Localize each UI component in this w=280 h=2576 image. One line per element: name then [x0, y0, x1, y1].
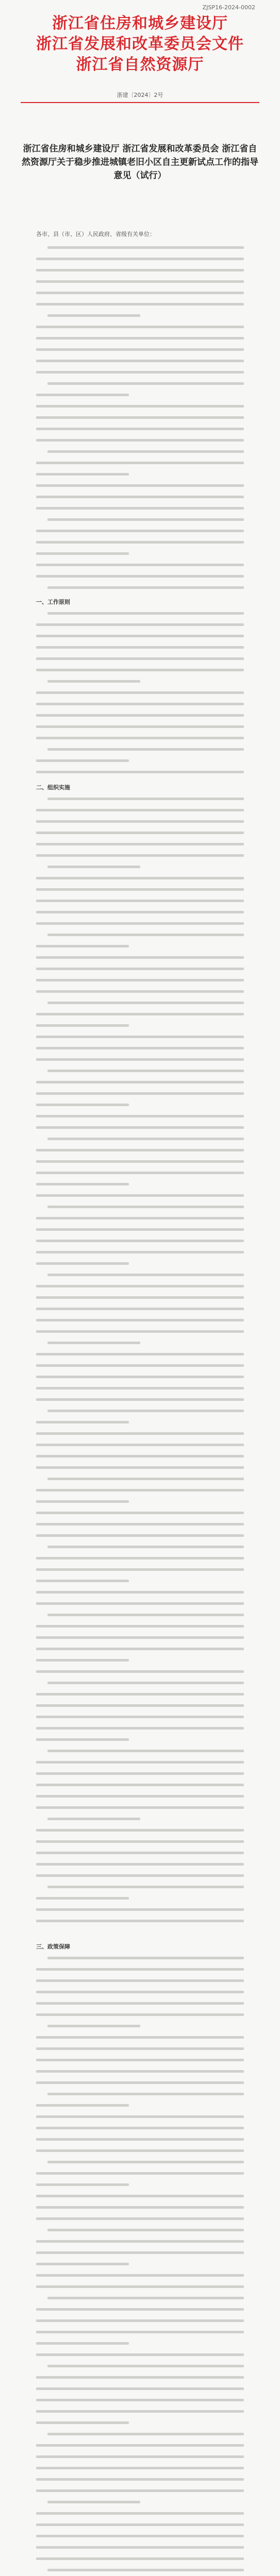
- body-text-line: [36, 2183, 129, 2186]
- body-text-line: [36, 990, 244, 993]
- body-text-line: [36, 2421, 129, 2424]
- body-text-line: [36, 2376, 244, 2379]
- body-text-line: [47, 2161, 244, 2163]
- body-text-line: [36, 1772, 244, 1775]
- body-text-line: [36, 1920, 244, 1922]
- body-text-line: [47, 934, 244, 936]
- body-text-line: [47, 586, 244, 589]
- body-text-line: [36, 2535, 244, 2537]
- body-text-line: [36, 439, 244, 442]
- body-text-line: [36, 1670, 244, 1673]
- body-text-line: [36, 1387, 244, 1389]
- body-text-line: [36, 2059, 244, 2061]
- body-text-line: [36, 348, 244, 351]
- body-text-line: [47, 2229, 244, 2231]
- body-text-line: [36, 2217, 244, 2220]
- body-text-line: [36, 2104, 129, 2107]
- body-text-line: [47, 2365, 244, 2367]
- body-text-line: [36, 771, 244, 773]
- body-text-line: [47, 1614, 244, 1616]
- body-text-line: [36, 820, 244, 823]
- body-text-line: [36, 1659, 129, 1662]
- body-text-line: [36, 1240, 244, 1242]
- body-text-line: [36, 1591, 244, 1594]
- body-text-line: [36, 1625, 244, 1628]
- body-text-line: [36, 2546, 244, 2549]
- body-text-line: [36, 2149, 244, 2152]
- document-title: 浙江省住房和城乡建设厅 浙江省发展和改革委员会 浙江省自然资源厅关于稳步推进城镇老旧小区自主更新试点工作的指导意见（试行）: [22, 144, 258, 181]
- body-text-line: [36, 1251, 244, 1253]
- body-text-line: [36, 2319, 244, 2322]
- body-text-line: [36, 2036, 244, 2039]
- body-text-line: [36, 462, 244, 464]
- body-text-line: [36, 900, 244, 902]
- body-text-line: [36, 1840, 244, 1843]
- body-text-line: [36, 541, 244, 544]
- body-text-line: [36, 646, 244, 649]
- body-text-line: [36, 911, 244, 913]
- body-text-line: [36, 1795, 244, 1798]
- body-text-line: [36, 269, 244, 272]
- body-text-line: [36, 280, 244, 283]
- body-text-line: [36, 496, 244, 498]
- body-text-line: [36, 1979, 244, 1982]
- body-text-line: [47, 2433, 244, 2435]
- body-text-line: [47, 1002, 244, 1004]
- body-text-line: [36, 2263, 129, 2265]
- body-text-line: [36, 809, 244, 811]
- body-text-line: [47, 246, 244, 249]
- body-text-line: [47, 2025, 140, 2027]
- section-heading-2: 二、组织实施: [36, 784, 70, 791]
- body-text-line: [36, 1727, 244, 1730]
- body-text-line: [47, 518, 244, 521]
- body-text-line: [36, 1784, 244, 1786]
- body-text-line: [36, 394, 129, 396]
- body-text-line: [36, 1398, 244, 1401]
- body-text-line: [47, 1342, 140, 1344]
- body-text-line: [47, 866, 140, 868]
- body-text-line: [36, 1024, 129, 1027]
- body-text-line: [36, 1296, 244, 1299]
- body-text-line: [36, 2251, 244, 2254]
- body-text-line: [36, 691, 244, 694]
- body-text-line: [36, 1455, 244, 1458]
- body-text-line: [36, 2399, 244, 2401]
- body-text-line: [36, 575, 244, 578]
- body-text-line: [47, 1070, 244, 1072]
- body-text-line: [36, 1897, 129, 1900]
- body-text-line: [36, 956, 244, 959]
- body-text-line: [36, 657, 244, 660]
- body-text-line: [36, 1036, 244, 1038]
- header-line-2: 浙江省发展和改革委员会文件: [36, 35, 244, 53]
- body-text-line: [36, 337, 244, 340]
- body-text-line: [36, 1557, 244, 1560]
- body-text-line: [36, 1353, 244, 1355]
- body-text-line: [36, 292, 244, 294]
- body-text-line: [36, 2172, 244, 2175]
- body-text-line: [36, 1991, 244, 1993]
- body-text-line: [47, 1957, 244, 1959]
- body-text-line: [36, 1308, 244, 1310]
- body-text-line: [36, 2002, 244, 2005]
- body-text-line: [36, 2308, 244, 2311]
- issue-number: 浙建〔2024〕2号: [117, 92, 163, 98]
- body-text-line: [36, 1262, 129, 1265]
- body-text-line: [36, 1194, 244, 1197]
- body-text-line: [36, 877, 244, 879]
- body-text-line: [47, 1410, 244, 1412]
- body-text-line: [47, 798, 244, 800]
- body-text-line: [36, 1500, 129, 1503]
- body-text-line: [36, 1693, 244, 1696]
- body-text-line: [36, 1047, 244, 1049]
- body-text-line: [36, 1602, 244, 1605]
- body-text-line: [36, 1126, 244, 1129]
- header-line-1: 浙江省住房和城乡建设厅: [52, 14, 228, 32]
- body-text-line: [36, 1863, 244, 1866]
- body-text-line: [36, 1908, 244, 1911]
- body-text-line: [36, 1149, 244, 1151]
- body-text-line: [47, 2501, 140, 2503]
- body-text-line: [36, 2478, 244, 2481]
- body-text-line: [47, 1750, 244, 1752]
- body-text-line: [47, 1478, 244, 1480]
- body-text-line: [36, 326, 244, 328]
- body-text-line: [36, 1319, 244, 1321]
- body-text-line: [36, 1364, 244, 1367]
- body-text-line: [36, 1738, 129, 1741]
- body-text-line: [36, 2013, 244, 2016]
- body-text-line: [36, 258, 244, 260]
- body-text-line: [47, 748, 244, 751]
- body-text-line: [36, 2444, 244, 2447]
- body-text-line: [36, 623, 244, 626]
- body-text-line: [36, 703, 244, 705]
- body-text-line: [36, 888, 244, 891]
- body-text-line: [47, 2569, 244, 2571]
- body-text-line: [47, 2093, 244, 2095]
- body-text-line: [36, 832, 244, 834]
- body-text-line: [36, 1183, 129, 1185]
- body-text-line: [36, 843, 244, 845]
- body-text-line: [36, 1058, 244, 1061]
- body-text-line: [36, 552, 129, 555]
- body-text-line: [36, 1968, 244, 1971]
- body-text-line: [36, 1852, 244, 1854]
- body-text-line: [36, 2274, 244, 2277]
- body-text-line: [36, 1716, 244, 1718]
- body-text-line: [36, 759, 129, 762]
- body-text-line: [47, 1546, 244, 1548]
- body-text-line: [36, 2127, 244, 2129]
- body-text-line: [36, 2138, 244, 2141]
- body-text-line: [47, 1206, 244, 1208]
- addressee: 各市、县（市、区）人民政府、省级有关单位：: [36, 231, 155, 238]
- body-text-line: [47, 1886, 244, 1888]
- body-text-line: [36, 405, 244, 408]
- body-text-line: [36, 854, 244, 857]
- body-text-line: [36, 2455, 244, 2458]
- body-text-line: [36, 1534, 244, 1537]
- body-text-line: [36, 416, 244, 419]
- body-text-line: [47, 450, 244, 453]
- body-text-line: [36, 922, 244, 925]
- body-text-line: [36, 2410, 244, 2413]
- body-text-line: [36, 1104, 129, 1106]
- body-text-line: [36, 2557, 244, 2560]
- body-text-line: [36, 1704, 244, 1707]
- body-text-line: [36, 2206, 244, 2209]
- body-text-line: [36, 2081, 244, 2084]
- body-text-line: [36, 714, 244, 717]
- body-text-line: [36, 1636, 244, 1639]
- body-text-line: [47, 1138, 244, 1140]
- body-text-line: [36, 1115, 244, 1117]
- body-text-line: [36, 1568, 244, 1571]
- body-text-line: [36, 2489, 244, 2492]
- body-text-line: [36, 530, 244, 532]
- red-divider: [21, 102, 259, 103]
- section-heading-3: 三、政策保障: [36, 1943, 70, 1950]
- body-text-line: [36, 2195, 244, 2197]
- body-text-line: [47, 1818, 140, 1820]
- body-text-line: [36, 1092, 244, 1095]
- body-text-line: [36, 2331, 244, 2333]
- body-text-line: [36, 564, 244, 566]
- body-text-line: [36, 1580, 129, 1582]
- body-text-line: [36, 1761, 244, 1764]
- document-number: ZJSP16-2024-0002: [202, 4, 255, 11]
- body-text-line: [36, 1512, 244, 1514]
- body-text-line: [36, 1013, 244, 1015]
- body-text-line: [36, 1489, 244, 1492]
- body-text-line: [36, 2115, 244, 2118]
- body-text-line: [36, 635, 244, 637]
- body-text-line: [36, 1330, 244, 1333]
- body-text-line: [47, 314, 140, 317]
- body-text-line: [36, 1466, 244, 1469]
- body-text-line: [36, 2467, 244, 2469]
- body-text-line: [36, 2353, 244, 2356]
- body-text-line: [36, 507, 244, 510]
- section-heading-1: 一、工作原则: [36, 599, 70, 605]
- body-text-line: [36, 371, 244, 374]
- body-text-line: [36, 1829, 244, 1832]
- body-text-line: [36, 1160, 244, 1163]
- body-text-line: [36, 473, 129, 476]
- body-text-line: [36, 2047, 244, 2050]
- body-text-line: [47, 1682, 244, 1684]
- body-text-line: [36, 2070, 244, 2073]
- body-text-line: [36, 669, 244, 671]
- body-text-line: [36, 1376, 244, 1378]
- body-text-line: [36, 1432, 244, 1435]
- body-text-line: [36, 2512, 244, 2515]
- body-text-line: [36, 979, 244, 981]
- body-text-line: [36, 2342, 129, 2345]
- body-text-line: [36, 1874, 244, 1877]
- body-text-line: [36, 1285, 244, 1287]
- body-text-line: [36, 945, 129, 947]
- body-text-line: [36, 725, 244, 728]
- body-text-line: [36, 2523, 244, 2526]
- body-text-line: [36, 1806, 244, 1809]
- body-text-line: [36, 1444, 244, 1446]
- body-text-line: [36, 1421, 129, 1423]
- body-text-line: [36, 428, 244, 430]
- body-text-line: [36, 2240, 244, 2243]
- body-text-line: [36, 1648, 244, 1650]
- body-text-line: [36, 1228, 244, 1231]
- red-header: [0, 13, 280, 75]
- body-text-line: [36, 1217, 244, 1219]
- body-text-line: [36, 303, 244, 306]
- body-text-line: [47, 680, 140, 683]
- body-text-line: [36, 1172, 244, 1174]
- body-text-line: [47, 1274, 244, 1276]
- body-text-line: [36, 737, 244, 739]
- body-text-line: [36, 2387, 244, 2390]
- body-text-line: [36, 2285, 244, 2288]
- body-text-line: [47, 2297, 244, 2299]
- header-line-3: 浙江省自然资源厅: [76, 56, 204, 74]
- body-text-line: [36, 968, 244, 970]
- body-text-line: [36, 360, 244, 362]
- body-text-line: [36, 1523, 244, 1526]
- body-text-line: [47, 382, 244, 385]
- body-text-line: [47, 612, 244, 615]
- body-text-line: [36, 1081, 244, 1083]
- body-text-line: [36, 484, 244, 487]
